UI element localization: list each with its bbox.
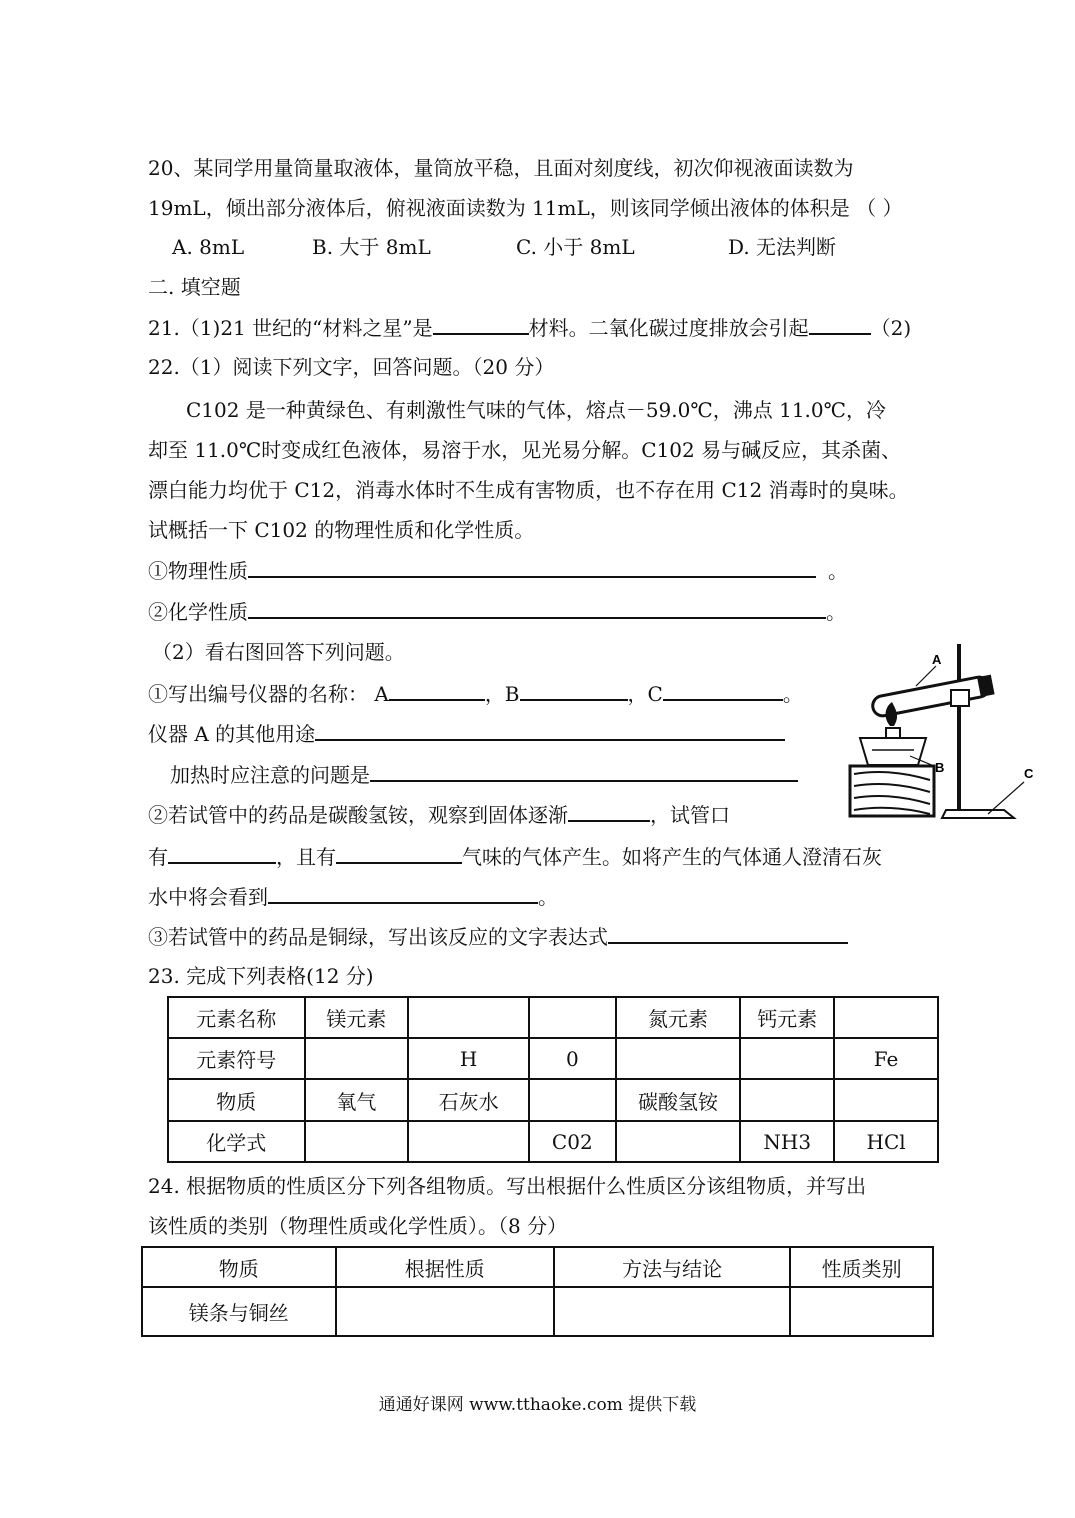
q24-line2: 该性质的类别（物理性质或化学性质）。（8 分）: [148, 1214, 568, 1238]
q22-s2-text-f: 水中将会看到: [148, 885, 268, 909]
table-cell: 氧气: [305, 1079, 409, 1121]
q22-s2-period: 。: [538, 885, 558, 909]
table-row: [168, 1079, 938, 1121]
q21-text-b: 材料。二氧化碳过度排放会引起: [528, 316, 809, 340]
table-header: 物质: [142, 1247, 336, 1287]
table-header: 方法与结论: [554, 1247, 790, 1287]
table-cell: Fe: [834, 1038, 938, 1079]
q22-names-label-c: ，C: [627, 682, 663, 706]
q24-table: [141, 1246, 934, 1337]
q22-s2-blank-2[interactable]: [168, 842, 276, 864]
q20-option-c: C. 小于 8mL: [516, 235, 635, 259]
q22-s2-line3: [148, 882, 558, 911]
q22-s2-line2: [148, 842, 882, 871]
alcohol-lamp: [860, 738, 926, 765]
table-cell[interactable]: [554, 1287, 790, 1336]
q20-line1: 20、某同学用量筒量取液体，量筒放平稳，且面对刻度线，初次仰视液面读数为: [148, 156, 854, 180]
table-cell[interactable]: [790, 1287, 933, 1336]
table-cell[interactable]: [336, 1287, 554, 1336]
table-header: 性质类别: [790, 1247, 933, 1287]
q20-option-b: B. 大于 8mL: [312, 235, 431, 259]
q22-part2-intro: （2）看右图回答下列问题。: [152, 640, 405, 664]
table-cell[interactable]: [529, 1079, 616, 1121]
q22-s2-text-d: ，且有: [276, 845, 336, 869]
label-b: B: [935, 760, 945, 775]
q22-names-label-b: ，B: [484, 682, 520, 706]
q22-s3-blank[interactable]: [608, 922, 848, 944]
q22-para-4: 试概括一下 C102 的物理性质和化学性质。: [148, 518, 535, 542]
table-header: 根据性质: [336, 1247, 554, 1287]
table-cell[interactable]: [740, 1079, 834, 1121]
lamp-wick: [886, 728, 900, 738]
label-c: C: [1024, 766, 1034, 781]
q22-chemical-line: [148, 597, 846, 626]
q22-s3-text: ③若试管中的药品是铜绿，写出该反应的文字表达式: [148, 925, 608, 949]
q22-other-use-line: [148, 719, 785, 748]
q22-s2-text-c: 有: [148, 845, 168, 869]
q20-line2: 19mL，倾出部分液体后，俯视液面读数为 11mL，则该同学倾出液体的体积是 （ ）: [148, 196, 903, 220]
q22-attention-label: 加热时应注意的问题是: [170, 763, 370, 787]
q22-s3-line: [148, 922, 848, 951]
stand-base: [942, 810, 1014, 818]
table-cell: 石灰水: [408, 1079, 529, 1121]
table-cell: 镁元素: [305, 997, 409, 1038]
table-cell: 钙元素: [740, 997, 834, 1038]
table-cell[interactable]: [408, 997, 529, 1038]
q22-s2-text-b: ，试管口: [650, 803, 730, 827]
q22-blank-b[interactable]: [520, 679, 628, 701]
q22-physical-line: [148, 556, 848, 585]
table-cell[interactable]: [616, 1038, 741, 1079]
table-row: [168, 1121, 938, 1162]
q22-blank-c[interactable]: [663, 679, 783, 701]
q20-option-a: A. 8mL: [172, 235, 245, 259]
table-cell[interactable]: [529, 997, 616, 1038]
table-cell: 元素名称: [168, 997, 305, 1038]
q21-text-c: （2): [870, 316, 912, 340]
table-cell[interactable]: [408, 1121, 529, 1162]
q22-s2-text-a: ②若试管中的药品是碳酸氢铵，观察到固体逐渐: [148, 803, 568, 827]
q22-names-period: 。: [782, 682, 803, 706]
q22-para-3: 漂白能力均优于 C12，消毒水体时不生成有害物质，也不存在用 C12 消毒时的臭味。: [148, 478, 909, 502]
table-cell[interactable]: [616, 1121, 741, 1162]
section-title-fill-blank: 二. 填空题: [148, 275, 241, 299]
q22-para-2: 却至 11.0℃时变成红色液体，易溶于水，见光易分解。C102 易与碱反应，其杀菌、: [148, 438, 902, 462]
q21-line: [148, 313, 911, 342]
table-header-row: [142, 1247, 933, 1287]
table-row: [142, 1287, 933, 1336]
q20-option-d: D. 无法判断: [728, 235, 837, 259]
q22-other-use-label: 仪器 A 的其他用途: [148, 722, 316, 746]
q21-blank-1[interactable]: [433, 313, 529, 335]
table-cell: 0: [529, 1038, 616, 1079]
table-cell: 镁条与铜丝: [142, 1287, 336, 1336]
q22-chemical-blank[interactable]: [248, 597, 826, 619]
label-a: A: [932, 652, 942, 667]
q22-other-use-blank[interactable]: [315, 719, 785, 741]
table-cell: NH3: [740, 1121, 834, 1162]
table-cell: HCl: [834, 1121, 938, 1162]
table-cell[interactable]: [834, 997, 938, 1038]
q22-names-label-a: ①写出编号仪器的名称： A: [148, 682, 389, 706]
q22-s2-blank-3[interactable]: [336, 842, 462, 864]
q22-chemical-label: ②化学性质: [148, 600, 248, 624]
q24-line1: 24. 根据物质的性质区分下列各组物质。写出根据什么性质区分该组物质，并写出: [148, 1174, 867, 1198]
table-cell: 氮元素: [616, 997, 741, 1038]
table-cell[interactable]: [834, 1079, 938, 1121]
q23-title: 23. 完成下列表格(12 分): [148, 964, 374, 988]
q21-blank-2[interactable]: [809, 313, 871, 335]
page-footer: 通通好课网 www.tthaoke.com 提供下载: [378, 1395, 697, 1415]
table-cell: 物质: [168, 1079, 305, 1121]
q23-table: [167, 996, 939, 1163]
q22-names-line: [148, 679, 803, 708]
apparatus-figure: [838, 640, 1048, 830]
table-row: [168, 997, 938, 1038]
table-cell[interactable]: [305, 1121, 409, 1162]
table-cell: 化学式: [168, 1121, 305, 1162]
table-cell[interactable]: [740, 1038, 834, 1079]
q22-physical-period: 。: [828, 559, 848, 583]
q22-s2-blank-4[interactable]: [268, 882, 538, 904]
q22-s2-line1: [148, 800, 730, 829]
table-cell: 元素符号: [168, 1038, 305, 1079]
table-row: [168, 1038, 938, 1079]
table-cell: H: [408, 1038, 529, 1079]
table-cell[interactable]: [305, 1038, 409, 1079]
q22-physical-blank[interactable]: [248, 556, 816, 578]
q22-para-1: C102 是一种黄绿色、有刺激性气味的气体，熔点－59.0℃，沸点 11.0℃，冷: [186, 398, 886, 422]
clamp: [951, 690, 969, 706]
q22-intro: 22.（1）阅读下列文字，回答问题。（20 分）: [148, 355, 555, 379]
table-cell: C02: [529, 1121, 616, 1162]
q22-physical-label: ①物理性质: [148, 559, 248, 583]
q22-s2-text-e: 气味的气体产生。如将产生的气体通人澄清石灰: [462, 845, 882, 869]
q22-blank-a[interactable]: [389, 679, 485, 701]
q22-attention-line: [170, 760, 798, 789]
q22-attention-blank[interactable]: [370, 760, 798, 782]
q22-s2-blank-1[interactable]: [568, 800, 650, 822]
q21-text-a: 21.（1)21 世纪的“材料之星”是: [148, 316, 433, 340]
table-cell: 碳酸氢铵: [616, 1079, 741, 1121]
q22-chemical-period: 。: [826, 600, 846, 624]
